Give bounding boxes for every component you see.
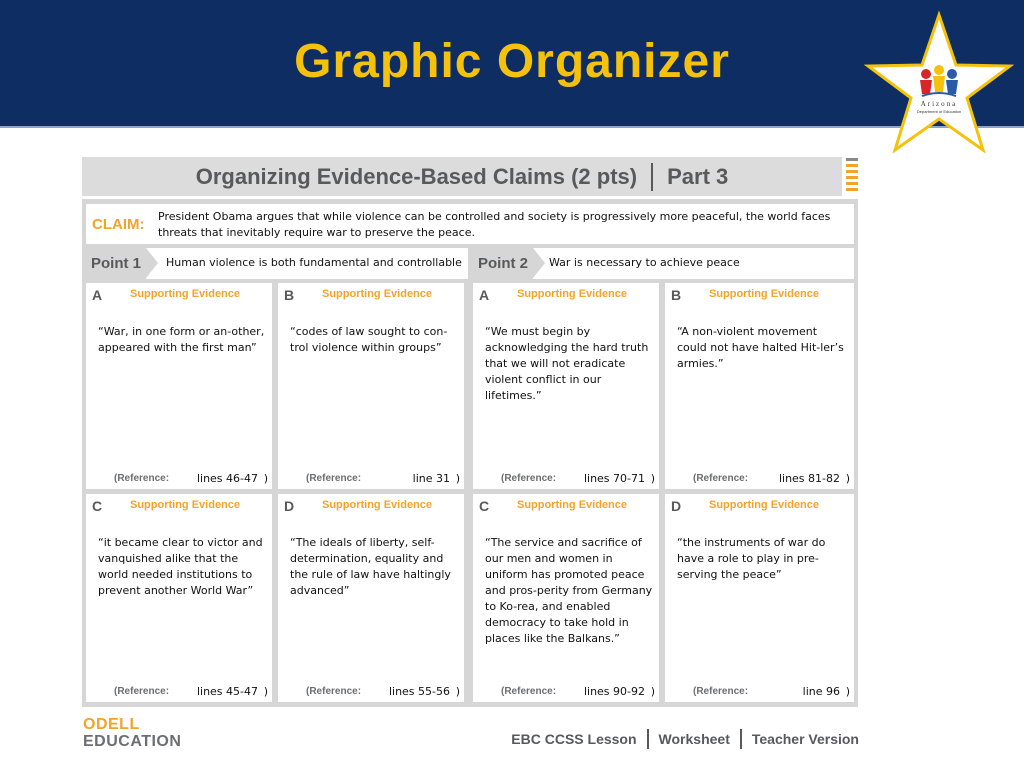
cell-letter: A <box>479 287 490 303</box>
evidence-heading: Supporting Evidence <box>709 499 820 511</box>
stripe-decoration <box>846 158 858 194</box>
evidence-cell <box>278 494 464 702</box>
point-arrow-icon <box>533 248 545 278</box>
cell-letter: D <box>671 498 682 514</box>
point-2-tag <box>473 248 533 279</box>
reference-value: lines 45-47 <box>196 685 258 698</box>
reference-label: (Reference: <box>306 686 362 697</box>
reference-label: (Reference: <box>693 686 749 697</box>
evidence-cell <box>86 283 272 489</box>
arizona-star-logo <box>864 10 1014 160</box>
footer-divider <box>740 729 742 749</box>
reference-value: lines 55-56 <box>388 685 450 698</box>
footer-worksheet: Worksheet <box>658 731 730 747</box>
evidence-quote: “The service and sacrifice of our men and women in uniform has promoted peace and pros-perity from Germany to Ko-rea, and enabled democracy to take hold in places like the Balkans.” <box>485 536 653 645</box>
worksheet-part: Part 3 <box>667 163 729 189</box>
reference-label: (Reference: <box>306 473 362 484</box>
evidence-heading: Supporting Evidence <box>517 499 628 511</box>
evidence-heading: Supporting Evidence <box>322 288 433 300</box>
claim-box <box>86 204 854 244</box>
evidence-cell <box>665 494 854 702</box>
point-2-text: War is necessary to achieve peace <box>549 256 740 269</box>
reference-value: line 31 <box>412 472 450 485</box>
point-1-row <box>86 248 468 279</box>
footer-divider <box>647 729 649 749</box>
reference-close: ) <box>455 472 460 485</box>
point-2-label: Point 2 <box>478 255 529 272</box>
reference-label: (Reference: <box>114 686 170 697</box>
point-arrow-icon <box>146 248 158 278</box>
title-divider <box>651 163 653 191</box>
claim-text: President Obama argues that while violence can be controlled and society is progressively more peaceful, the world faces threats that inevitably require war to preserve the peace. <box>158 210 831 239</box>
point-2-row <box>473 248 854 279</box>
reference-label: (Reference: <box>114 473 170 484</box>
evidence-cell <box>665 283 854 489</box>
evidence-quote: “A non-violent movement could not have halted Hit-ler’s armies.” <box>677 325 844 370</box>
worksheet-header <box>82 157 842 196</box>
cell-letter: B <box>284 287 295 303</box>
reference-close: ) <box>455 685 460 698</box>
claim-label: CLAIM: <box>92 216 145 233</box>
reference-close: ) <box>263 472 268 485</box>
footer-lesson: EBC CCSS Lesson <box>511 731 637 747</box>
slide-title: Graphic Organizer <box>294 35 730 88</box>
point-1-label: Point 1 <box>91 255 142 272</box>
point-1-tag <box>86 248 146 279</box>
organizer-grid <box>82 199 858 707</box>
evidence-heading: Supporting Evidence <box>322 499 433 511</box>
reference-value: line 96 <box>802 685 840 698</box>
cell-letter: A <box>92 287 103 303</box>
cell-letter: B <box>671 287 682 303</box>
badge-line-2: Department of Education <box>916 109 962 114</box>
reference-value: lines 70-71 <box>583 472 645 485</box>
reference-value: lines 81-82 <box>778 472 840 485</box>
evidence-cell <box>473 494 659 702</box>
footer-version: Teacher Version <box>751 731 859 747</box>
reference-close: ) <box>845 685 850 698</box>
evidence-heading: Supporting Evidence <box>709 288 820 300</box>
odell-education-logo <box>83 716 223 756</box>
reference-close: ) <box>650 472 655 485</box>
worksheet-title: Organizing Evidence-Based Claims (2 pts) <box>195 163 638 189</box>
logo-line-2: EDUCATION <box>83 733 182 750</box>
reference-value: lines 46-47 <box>196 472 258 485</box>
evidence-cell <box>473 283 659 489</box>
reference-close: ) <box>845 472 850 485</box>
evidence-heading: Supporting Evidence <box>517 288 628 300</box>
evidence-cell <box>86 494 272 702</box>
evidence-quote: “the instruments of war do have a role to play in pre-serving the peace” <box>677 536 826 581</box>
cell-letter: C <box>479 498 490 514</box>
reference-label: (Reference: <box>693 473 749 484</box>
footer-labels <box>511 729 859 749</box>
reference-close: ) <box>263 685 268 698</box>
evidence-quote: “The ideals of liberty, self-determination, equality and the rule of law have haltingly advanced” <box>290 536 451 597</box>
reference-close: ) <box>650 685 655 698</box>
evidence-quote: “it became clear to victor and vanquished alike that the world needed institutions to prevent another World War” <box>98 536 263 597</box>
evidence-heading: Supporting Evidence <box>130 499 241 511</box>
logo-line-1: ODELL <box>83 716 140 733</box>
point-1-text: Human violence is both fundamental and controllable <box>166 256 462 269</box>
cell-letter: C <box>92 498 103 514</box>
reference-label: (Reference: <box>501 686 557 697</box>
evidence-cell <box>278 283 464 489</box>
cell-letter: D <box>284 498 295 514</box>
evidence-heading: Supporting Evidence <box>130 288 241 300</box>
evidence-quote: “War, in one form or an-other, appeared with the first man” <box>98 325 265 354</box>
evidence-quote: “We must begin by acknowledging the hard truth that we will not eradicate violent conflict in our lifetimes.” <box>485 325 649 402</box>
evidence-quote: “codes of law sought to con-trol violence within groups” <box>290 325 448 354</box>
reference-label: (Reference: <box>501 473 557 484</box>
reference-value: lines 90-92 <box>583 685 645 698</box>
badge-line-1: Arizona <box>920 100 958 108</box>
